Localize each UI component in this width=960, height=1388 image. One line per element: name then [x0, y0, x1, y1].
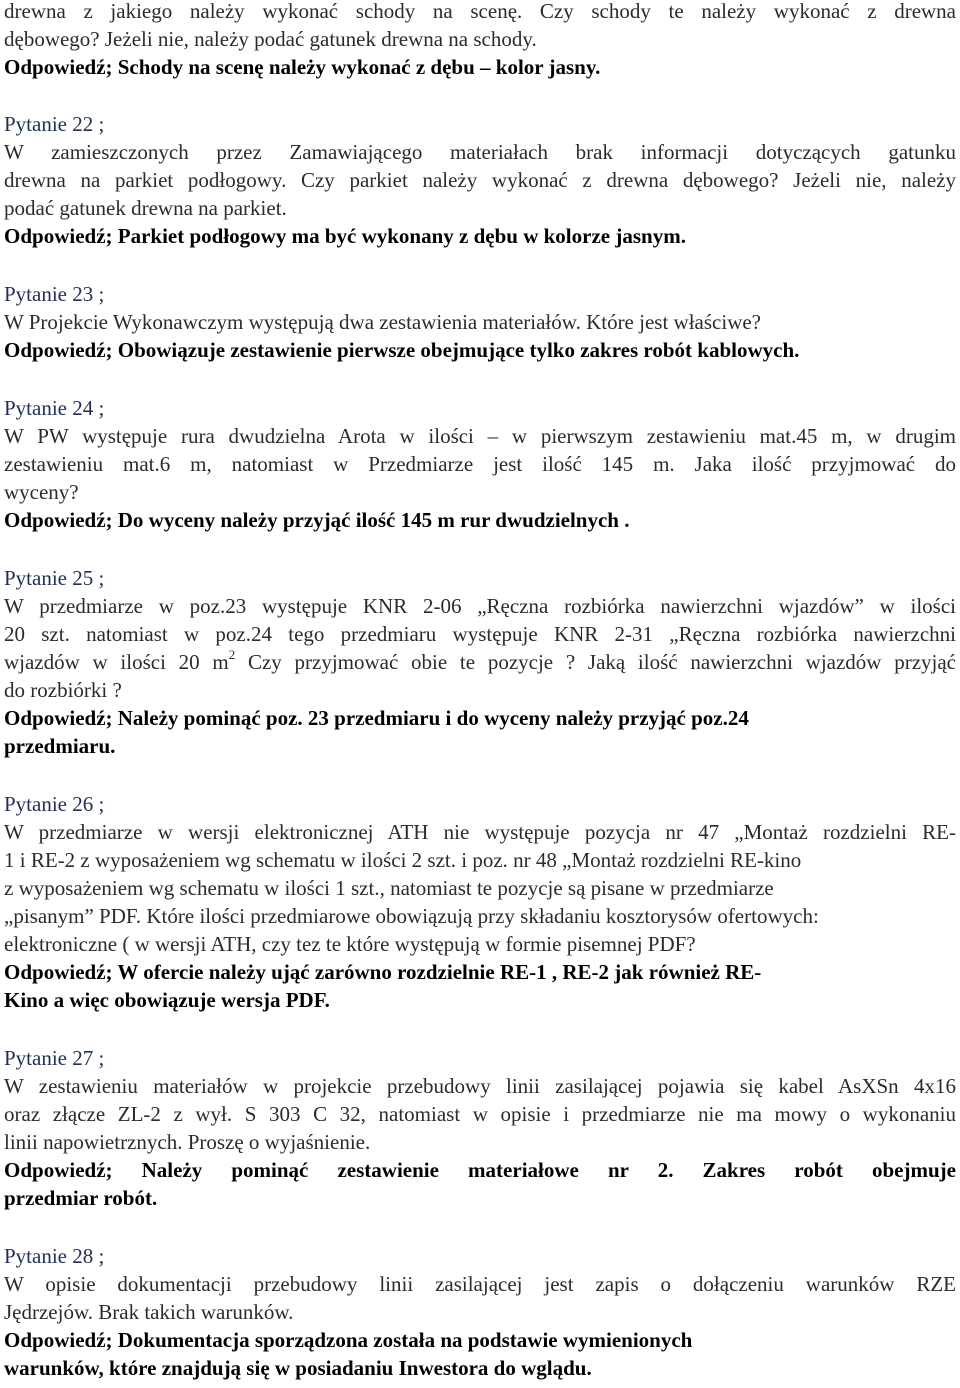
text-line: dębowego? Jeżeli nie, należy podać gatunek drewna na schody. [4, 27, 537, 51]
question-heading: Pytanie 26 ; [4, 792, 105, 816]
answer-line: Kino a więc obowiązuje wersja PDF. [4, 988, 330, 1012]
text-line: 1 i RE-2 z wyposażeniem wg schematu w ilości 2 szt. i poz. nr 48 „Montaż rozdzielni RE-kino [4, 848, 802, 872]
text-line: Jędrzejów. Brak takich warunków. [4, 1300, 294, 1324]
text-fragment: wjazdów w ilości 20 m [4, 650, 229, 674]
question-heading: Pytanie 28 ; [4, 1244, 105, 1268]
text-line: zestawieniu mat.6 m, natomiast w Przedmiarze jest ilość 145 m. Jaka ilość przyjmować do [4, 452, 956, 476]
text-line: drewna na parkiet podłogowy. Czy parkiet należy wykonać z drewna dębowego? Jeżeli nie, należy [4, 168, 956, 192]
text-line: z wyposażeniem wg schematu w ilości 1 szt., natomiast te pozycje są pisane w przedmiarze [4, 876, 774, 900]
text-line: elektroniczne ( w wersji ATH, czy tez te które występują w formie pisemnej PDF? [4, 932, 696, 956]
answer-line: Odpowiedź; Parkiet podłogowy ma być wykonany z dębu w kolorze jasnym. [4, 224, 686, 248]
text-line: W opisie dokumentacji przebudowy linii zasilającej jest zapis o dołączeniu warunków RZE [4, 1272, 956, 1296]
text-line: do rozbiórki ? [4, 678, 122, 702]
question-heading: Pytanie 25 ; [4, 566, 105, 590]
answer-line: warunków, które znajdują się w posiadaniu Inwestora do wglądu. [4, 1356, 592, 1380]
text-line [4, 648, 956, 676]
answer-line: Odpowiedź; W ofercie należy ująć zarówno rozdzielnie RE-1 , RE-2 jak również RE- [4, 960, 762, 984]
question-heading: Pytanie 27 ; [4, 1046, 105, 1070]
question-heading: Pytanie 22 ; [4, 112, 105, 136]
answer-line: przedmiar robót. [4, 1186, 158, 1210]
text-line: drewna z jakiego należy wykonać schody na scenę. Czy schody te należy wykonać z drewna [4, 0, 956, 23]
text-line: W przedmiarze w wersji elektronicznej ATH nie występuje pozycja nr 47 „Montaż rozdzielni RE- [4, 820, 956, 844]
answer-line: Odpowiedź; Schody na scenę należy wykonać z dębu – kolor jasny. [4, 55, 601, 79]
answer-line: Odpowiedź; Należy pominąć zestawienie materiałowe nr 2. Zakres robót obejmuje [4, 1158, 956, 1182]
superscript-exponent: 2 [228, 647, 236, 662]
text-line: linii napowietrznych. Proszę o wyjaśnienie. [4, 1130, 371, 1154]
text-line: wyceny? [4, 480, 79, 504]
text-line: W przedmiarze w poz.23 występuje KNR 2-06 „Ręczna rozbiórka nawierzchni wjazdów” w ilości [4, 594, 956, 618]
text-line: podać gatunek drewna na parkiet. [4, 196, 287, 220]
text-line: W zestawieniu materiałów w projekcie przebudowy linii zasilającej pojawia się kabel AsXSn 4x16 [4, 1074, 956, 1098]
question-heading: Pytanie 23 ; [4, 282, 105, 306]
text-line: 20 szt. natomiast w poz.24 tego przedmiaru występuje KNR 2-31 „Ręczna rozbiórka nawierzchni [4, 622, 956, 646]
answer-line: przedmiaru. [4, 734, 116, 758]
text-line: W PW występuje rura dwudzielna Arota w ilości – w pierwszym zestawieniu mat.45 m, w drugim [4, 424, 956, 448]
text-line: oraz złącze ZL-2 z wył. S 303 C 32, natomiast w opisie i przedmiarze nie ma mowy o wykonaniu [4, 1102, 956, 1126]
answer-line: Odpowiedź; Należy pominąć poz. 23 przedmiaru i do wyceny należy przyjąć poz.24 [4, 706, 749, 730]
text-line: W Projekcie Wykonawczym występują dwa zestawienia materiałów. Które jest właściwe? [4, 310, 761, 334]
text-line: „pisanym” PDF. Które ilości przedmiarowe obowiązują przy składaniu kosztorysów ofertowych: [4, 904, 819, 928]
answer-line: Odpowiedź; Dokumentacja sporządzona została na podstawie wymienionych [4, 1328, 693, 1352]
question-heading: Pytanie 24 ; [4, 396, 105, 420]
answer-line: Odpowiedź; Do wyceny należy przyjąć ilość 145 m rur dwudzielnych . [4, 508, 630, 532]
text-fragment: Czy przyjmować obie te pozycje ? Jaką ilość nawierzchni wjazdów przyjąć [235, 650, 956, 674]
text-line: W zamieszczonych przez Zamawiającego materiałach brak informacji dotyczących gatunku [4, 140, 956, 164]
answer-line: Odpowiedź; Obowiązuje zestawienie pierwsze obejmujące tylko zakres robót kablowych. [4, 338, 800, 362]
